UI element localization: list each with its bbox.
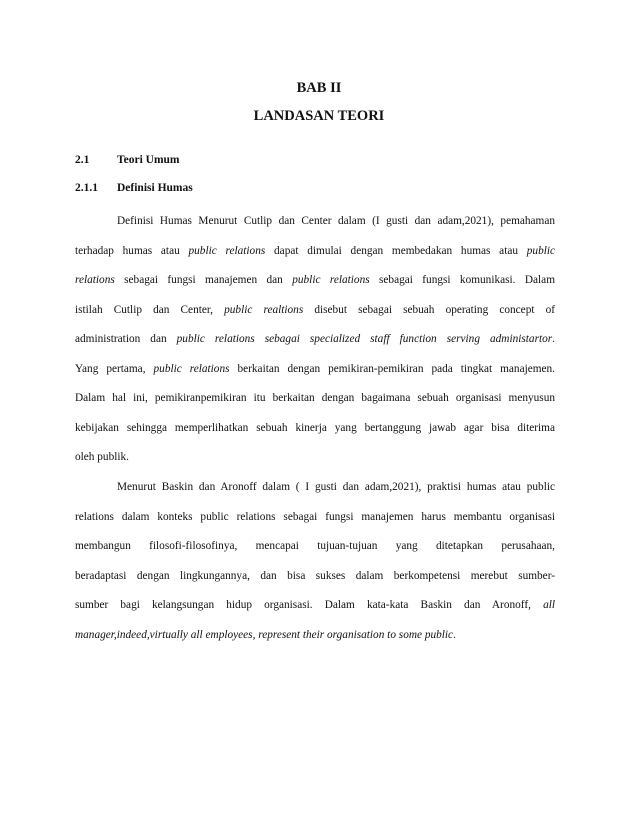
text-run: sebagai fungsi manajemen dan — [114, 274, 293, 286]
paragraph-line — [75, 237, 555, 267]
text-run: kebijakan sehingga memperlihatkan sebuah kinerja yang bertanggung jawab agar bisa diterima — [75, 421, 555, 434]
section-heading-2-1 — [75, 154, 180, 166]
text-run: istilah Cutlip dan Center, — [75, 303, 225, 316]
paragraph-line — [75, 355, 555, 385]
text-run: beradaptasi dengan lingkungannya, dan bisa sukses dalam berkompetensi merebut sumber- — [75, 569, 555, 582]
paragraph-line — [75, 503, 555, 533]
text-run: Yang pertama, — [75, 362, 154, 375]
italic-term: public realtions — [224, 303, 304, 316]
text-run: Definisi Humas Menurut Cutlip dan Center dalam (I gusti dan adam,2021), pemahaman — [117, 215, 555, 227]
chapter-name: LANDASAN TEORI — [253, 108, 385, 124]
italic-quote: manager,indeed,virtually all employees, represent their organisation to some public — [75, 628, 454, 641]
section-heading-2-1-1 — [75, 182, 193, 194]
paragraph-line — [75, 384, 555, 414]
paragraph-line — [75, 207, 555, 237]
paragraph-line — [75, 266, 555, 296]
text-run: . — [552, 333, 555, 345]
italic-term: public — [526, 244, 555, 257]
paragraph-line — [75, 591, 555, 621]
text-run: oleh publik. — [75, 451, 129, 463]
section-number: 2.1.1 — [75, 182, 98, 194]
section-label: Definisi Humas — [117, 182, 193, 194]
text-run: sebagai fungsi komunikasi. Dalam — [369, 274, 555, 286]
text-run: relations dalam konteks public relations sebagai fungsi manajemen harus membantu organisasi — [75, 510, 555, 523]
paragraph-line — [75, 562, 555, 592]
paragraph-line — [75, 532, 555, 562]
paragraph-line — [75, 473, 555, 503]
italic-term: public relations — [153, 362, 230, 375]
italic-term: all — [543, 599, 555, 611]
paragraph-line — [75, 414, 555, 444]
section-number: 2.1 — [75, 154, 90, 166]
paragraph-line — [75, 325, 555, 355]
italic-term: relations — [75, 274, 115, 286]
text-run: Menurut Baskin dan Aronoff dalam ( I gusti dan adam,2021), praktisi humas atau public — [117, 481, 555, 493]
text-run: administration dan — [75, 333, 177, 345]
text-run: membangun filosofi-filosofinya, mencapai tujuan-tujuan yang ditetapkan perusahaan, — [75, 540, 555, 552]
chapter-title: BAB II — [296, 80, 342, 96]
italic-term: public relations sebagai specialized staff function serving administartor — [176, 333, 553, 345]
paragraph-baskin-aronoff — [75, 473, 555, 650]
text-run: Dalam hal ini, pemikiranpemikiran itu berkaitan dengan bagaimana sebuah organisasi menyusun — [75, 392, 555, 404]
text-run: berkaitan dengan pemikiran-pemikiran pada tingkat manajemen. — [229, 362, 555, 375]
text-run: dapat dimulai dengan membedakan humas atau — [265, 244, 527, 257]
paragraph-line — [75, 296, 555, 326]
paragraph-line — [75, 443, 555, 473]
text-run: sumber bagi kelangsungan hidup organisasi. Dalam kata-kata Baskin dan Aronoff, — [75, 599, 544, 611]
paragraph-line — [75, 621, 555, 651]
text-run: terhadap humas atau — [75, 244, 189, 257]
italic-term: public relations — [292, 274, 370, 286]
text-run: disebut sebagai sebuah operating concept of — [303, 303, 555, 316]
italic-term: public relations — [188, 244, 266, 257]
paragraph-definisi-humas — [75, 207, 555, 473]
section-label: Teori Umum — [117, 154, 180, 166]
text-run: . — [453, 628, 456, 641]
